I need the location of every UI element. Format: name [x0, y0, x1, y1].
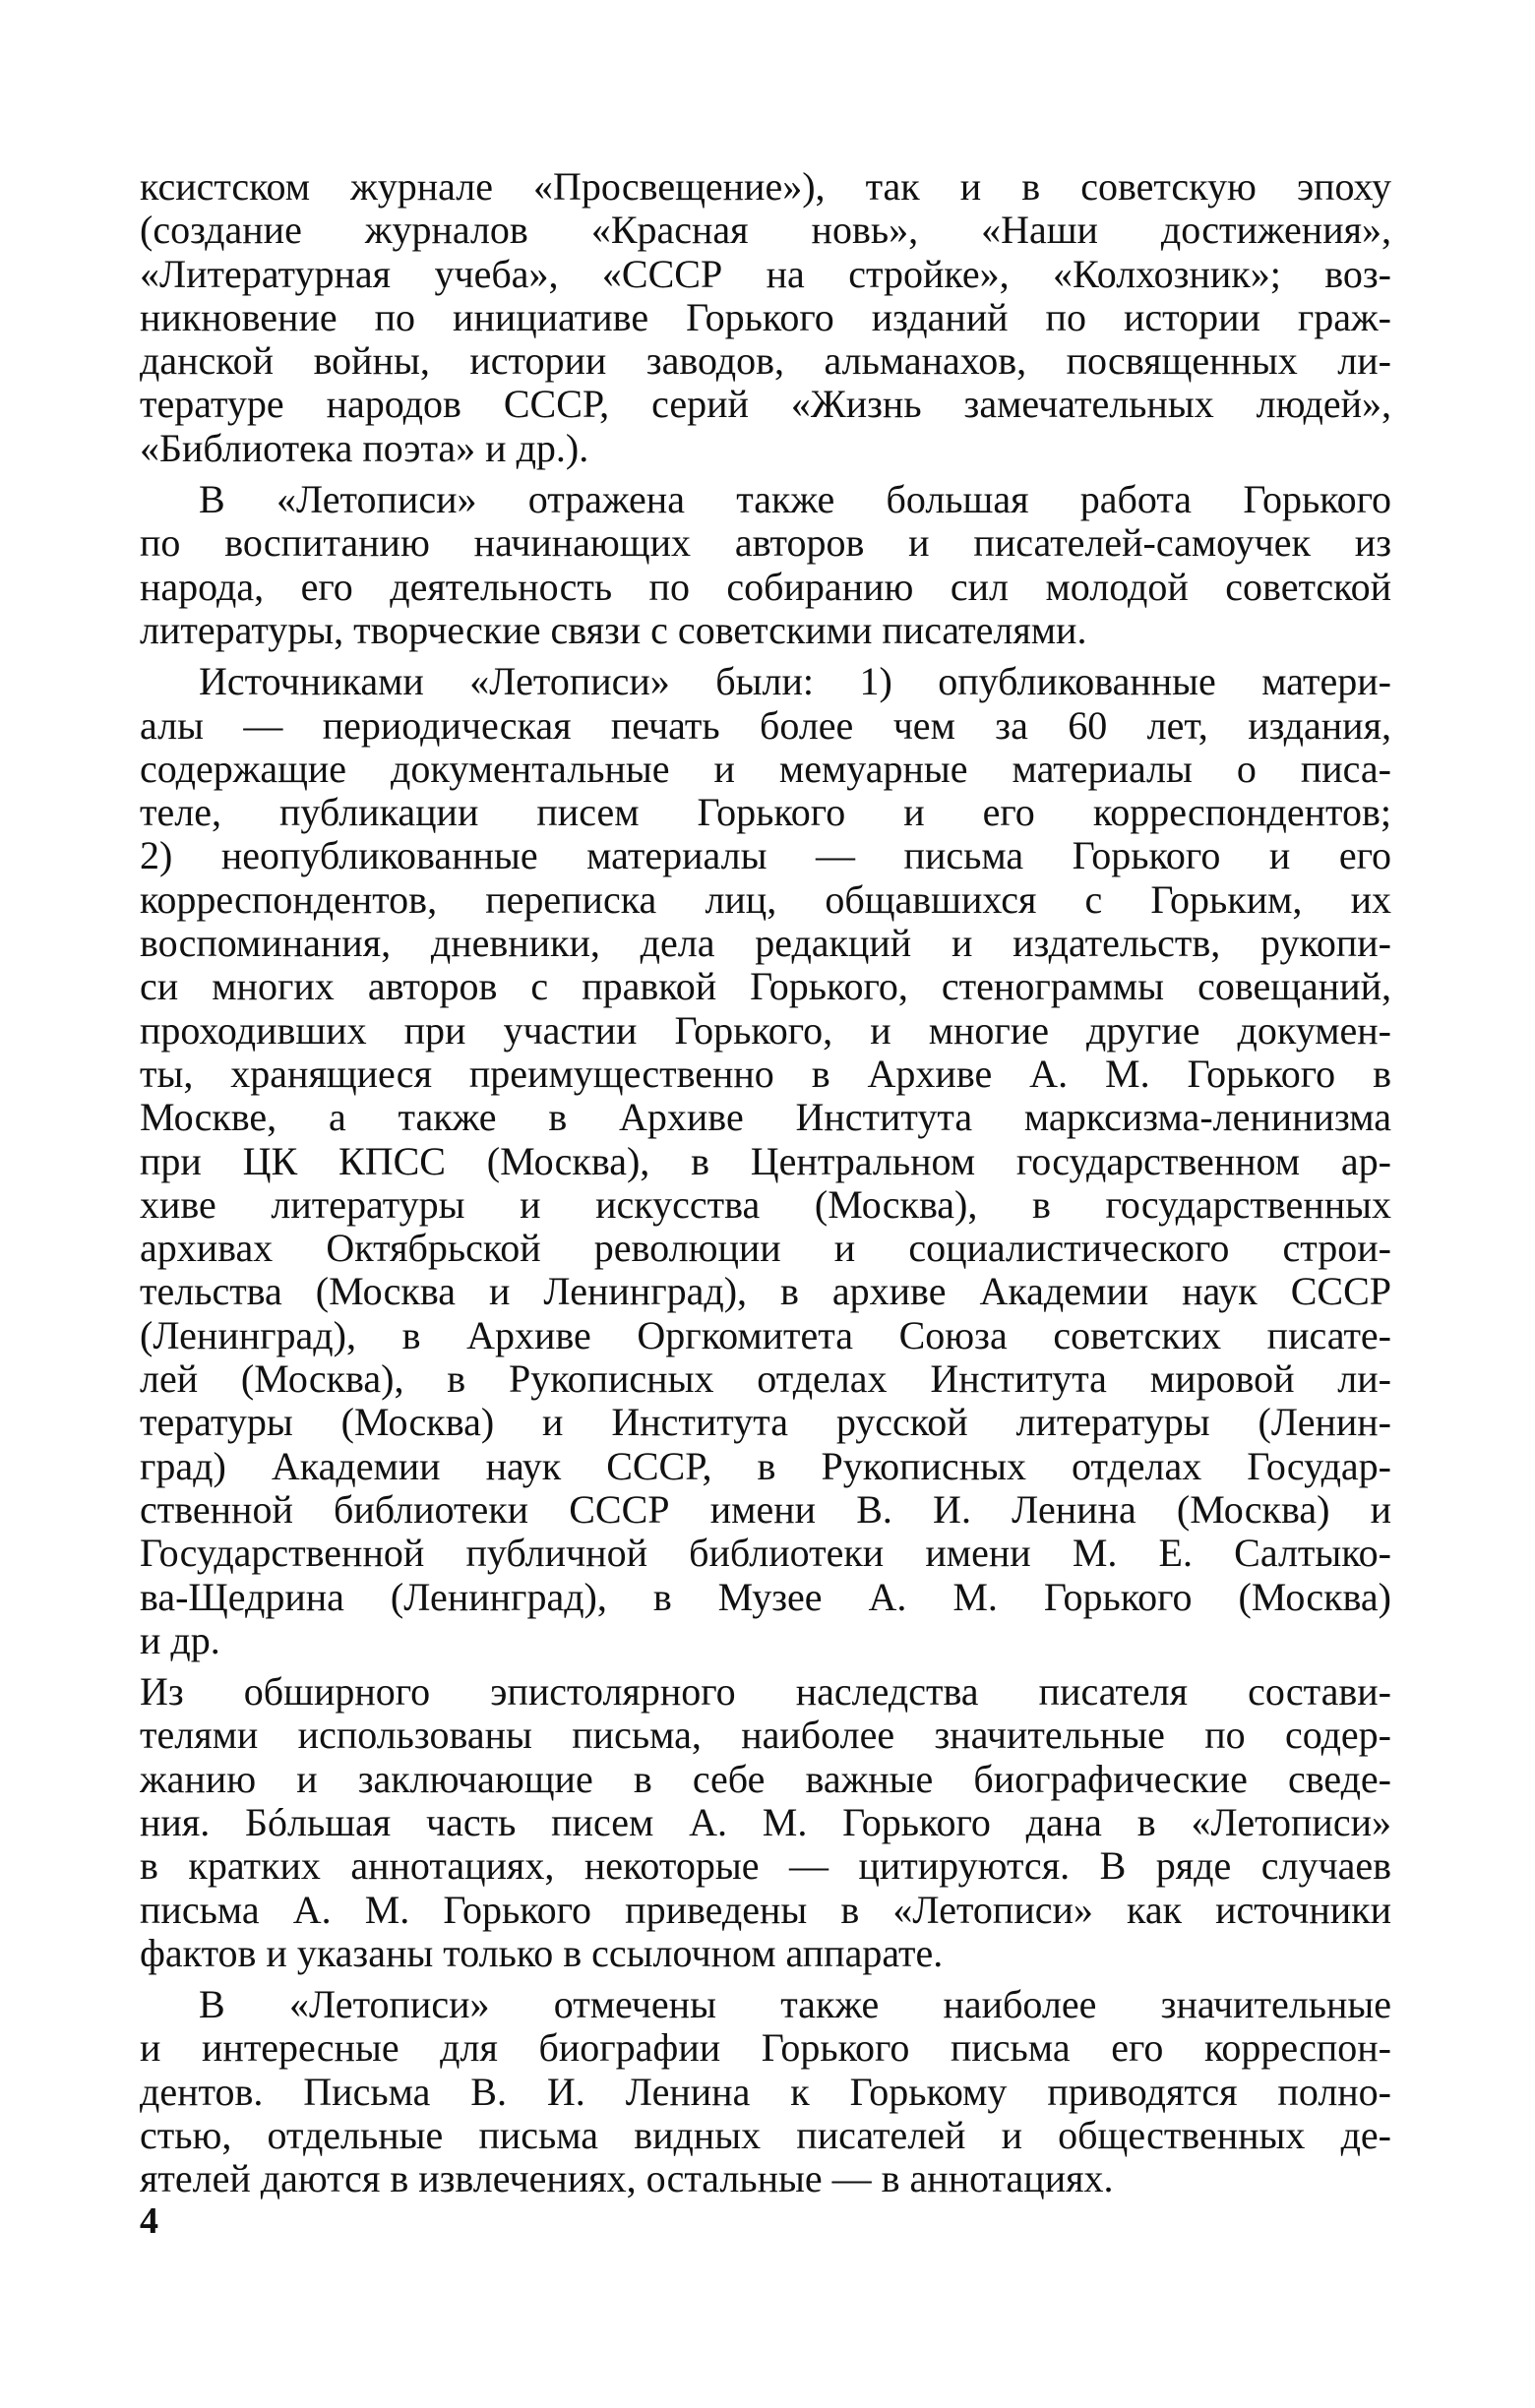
- paragraph: [140, 1670, 1391, 1975]
- text-line: тературе народов СССР, серий «Жизнь замечательных людей»,: [140, 383, 1391, 427]
- text-line: по воспитанию начинающих авторов и писателей-самоучек из: [140, 521, 1391, 566]
- text-line: корреспондентов, переписка лиц, общавшихся с Горьким, их: [140, 877, 1391, 922]
- text-line: Источниками «Летописи» были: 1) опубликованные матери-: [199, 660, 1391, 704]
- text-line: В «Летописи» отражена также большая работа Горького: [199, 478, 1391, 522]
- text-line: жанию и заключающие в себе важные биографические сведе-: [140, 1757, 1391, 1801]
- text-line: воспоминания, дневники, дела редакций и издательств, рукопи-: [140, 922, 1391, 966]
- text-line: ксистском журнале «Просвещение»), так и в советскую эпоху: [140, 165, 1391, 209]
- text-line: Из обширного эпистолярного наследства писателя состави-: [140, 1670, 1391, 1715]
- text-line: «Библиотека поэта» и др.).: [140, 426, 589, 470]
- text-line: алы — периодическая печать более чем за 60 лет, издания,: [140, 703, 1391, 748]
- text-line: письма А. М. Горького приведены в «Летописи» как источники: [140, 1888, 1391, 1932]
- text-line: и интересные для биографии Горького письма его корреспон-: [140, 2026, 1391, 2071]
- text-line: при ЦК КПСС (Москва), в Центральном государственном ар-: [140, 1139, 1391, 1183]
- text-line: литературы, творческие связи с советскими писателями.: [140, 608, 1087, 652]
- text-line: и др.: [140, 1618, 220, 1662]
- text-line: Государственной публичной библиотеки имени М. Е. Салтыко-: [140, 1532, 1391, 1576]
- paragraph-gap: [140, 470, 1391, 478]
- text-line: в кратких аннотациях, некоторые — цитируются. В ряде случаев: [140, 1844, 1391, 1889]
- text-line: теле, публикации писем Горького и его корреспондентов;: [140, 791, 1391, 835]
- text-line: содержащие документальные и мемуарные материалы о писа-: [140, 747, 1391, 791]
- text-line: дентов. Письма В. И. Ленина к Горькому приводятся полно-: [140, 2070, 1391, 2114]
- paragraph-gap: [140, 1662, 1391, 1670]
- text-line: архивах Октябрьской революции и социалистического строи-: [140, 1227, 1391, 1271]
- paragraph: [140, 1983, 1391, 2200]
- text-line: (создание журналов «Красная новь», «Наши достижения»,: [140, 209, 1391, 253]
- text-line: 2) неопубликованные материалы — письма Горького и его: [140, 834, 1391, 878]
- text-line: ния. Бóльшая часть писем А. М. Горького дана в «Летописи»: [140, 1800, 1391, 1844]
- paragraph-gap: [140, 1975, 1391, 1983]
- text-line: ва-Щедрина (Ленинград), в Музее А. М. Горького (Москва): [140, 1575, 1391, 1619]
- text-line: хиве литературы и искусства (Москва), в государственных: [140, 1182, 1391, 1227]
- text-line: (Ленинград), в Архиве Оргкомитета Союза советских писате-: [140, 1313, 1391, 1357]
- text-line: народа, его деятельность по собиранию сил молодой советской: [140, 565, 1391, 609]
- text-line: телями использованы письма, наиболее значительные по содер-: [140, 1714, 1391, 1758]
- text-line: «Литературная учеба», «СССР на стройке», «Колхозник»; воз-: [140, 252, 1391, 296]
- text-line: ственной библиотеки СССР имени В. И. Ленина (Москва) и: [140, 1487, 1391, 1532]
- text-line: си многих авторов с правкой Горького, стенограммы совещаний,: [140, 965, 1391, 1009]
- paragraph: [140, 478, 1391, 652]
- page-body: [140, 165, 1391, 2201]
- page-number: 4: [140, 2200, 158, 2242]
- paragraph: [140, 165, 1391, 470]
- paragraph-gap: [140, 652, 1391, 660]
- text-line: никновение по инициативе Горького изданий по истории граж-: [140, 295, 1391, 339]
- text-line: ты, хранящиеся преимущественно в Архиве А. М. Горького в: [140, 1052, 1391, 1096]
- text-line: фактов и указаны только в ссылочном аппарате.: [140, 1931, 944, 1975]
- text-line: ятелей даются в извлечениях, остальные — в аннотациях.: [140, 2157, 1114, 2201]
- text-line: град) Академии наук СССР, в Рукописных отделах Государ-: [140, 1444, 1391, 1488]
- text-line: данской войны, истории заводов, альманахов, посвященных ли-: [140, 339, 1391, 384]
- text-line: проходивших при участии Горького, и многие другие докумен-: [140, 1008, 1391, 1053]
- text-line: тельства (Москва и Ленинград), в архиве Академии наук СССР: [140, 1270, 1391, 1314]
- paragraph: [140, 660, 1391, 1662]
- text-line: Москве, а также в Архиве Института марксизма-ленинизма: [140, 1096, 1391, 1140]
- text-line: лей (Москва), в Рукописных отделах Института мировой ли-: [140, 1357, 1391, 1402]
- text-line: тературы (Москва) и Института русской литературы (Ленин-: [140, 1401, 1391, 1445]
- text-line: стью, отдельные письма видных писателей и общественных де-: [140, 2114, 1391, 2158]
- text-line: В «Летописи» отмечены также наиболее значительные: [199, 1983, 1391, 2027]
